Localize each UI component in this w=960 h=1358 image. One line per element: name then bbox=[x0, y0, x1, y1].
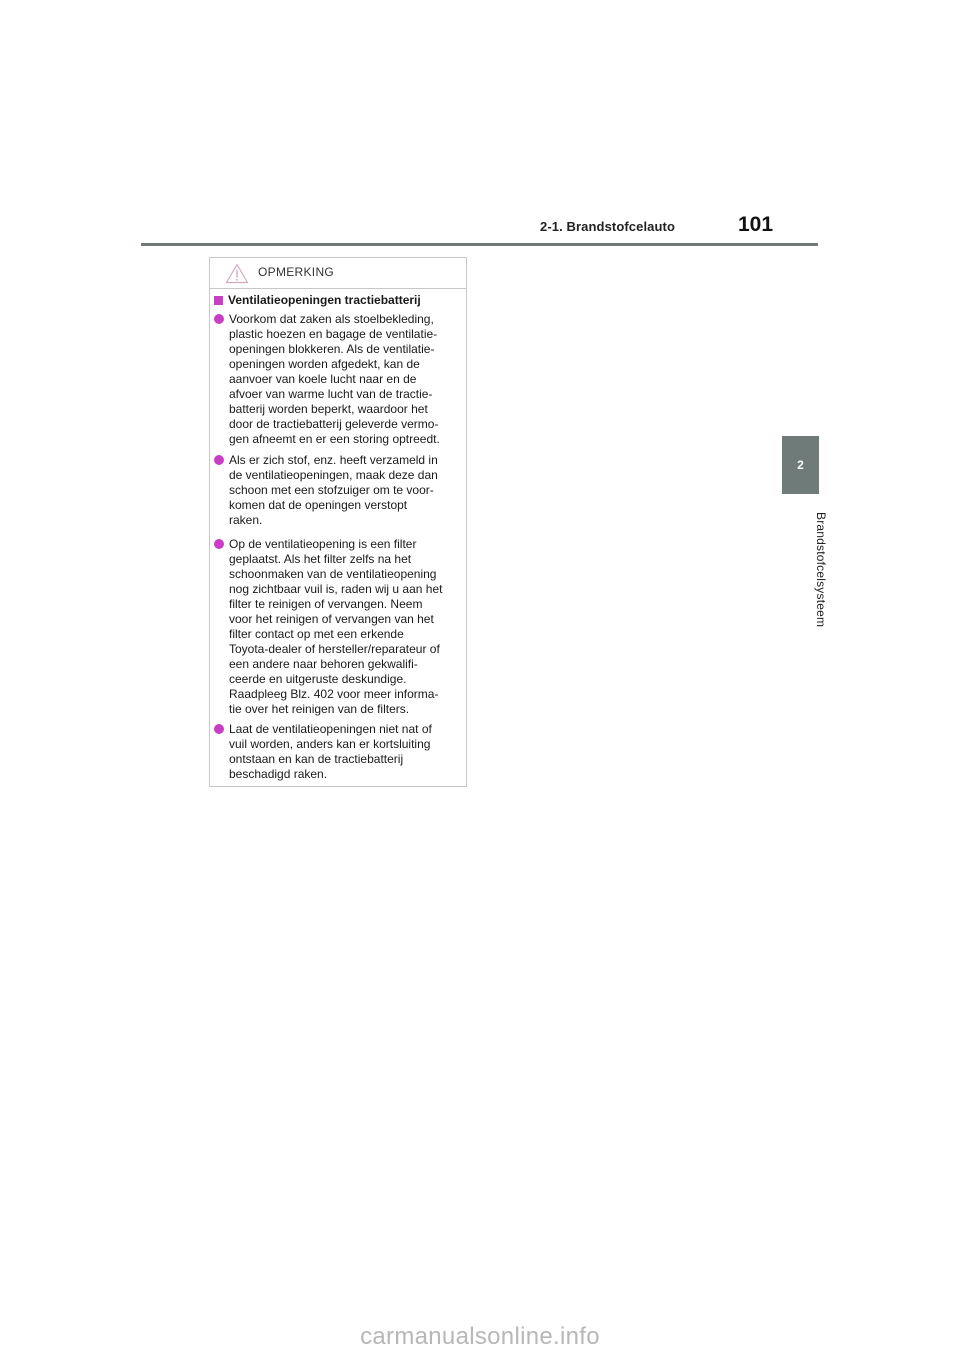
bullet-dot-icon bbox=[214, 724, 224, 734]
notice-header bbox=[210, 258, 466, 289]
warning-triangle-icon bbox=[225, 263, 249, 284]
chapter-tab: 2 bbox=[782, 436, 819, 494]
page-number: 101 bbox=[738, 213, 774, 236]
bullet-text: Op de ventilatieopening is een filter geplaatst. Als het filter zelfs na het schoonmaken van de ventilatieopening nog zichtbaar vuil is, raden wij u aan het filter te reinigen of vervangen. Neem voor het reinigen of vervangen van het filter contact op met een erkende Toyota-dealer of hersteller/reparateur of een andere naar behoren gekwalifi- ceerde en uitgeruste deskundige. Raadpleeg Blz. 402 voor meer informa- tie over het reinigen van de filters. bbox=[229, 537, 443, 716]
notice-title: OPMERKING bbox=[258, 265, 335, 279]
bullet-text: Als er zich stof, enz. heeft verzameld in de ventilatieopeningen, maak deze dan schoon met een stofzuiger om te voor- komen dat de openingen verstopt raken. bbox=[229, 453, 438, 527]
bullet-text: Voorkom dat zaken als stoelbekleding, plastic hoezen en bagage de ventilatie- openingen blokkeren. Als de ventilatie- openingen worden afgedekt, kan de aanvoer van koele lucht naar en de afvoer van warme lucht van de tractie- batterij worden beperkt, waardoor het door de tractiebatterij geleverde vermo- gen afneemt en er een storing optreedt. bbox=[229, 312, 440, 446]
bullet-item-4 bbox=[214, 722, 464, 782]
notice-subheading bbox=[214, 293, 421, 307]
notice-box bbox=[209, 257, 467, 787]
bullet-dot-icon bbox=[214, 539, 224, 549]
chapter-tab-label: Brandstofcelsysteem bbox=[814, 512, 828, 628]
bullet-dot-icon bbox=[214, 314, 224, 324]
watermark: carmanualsonline.info bbox=[360, 1323, 600, 1350]
square-bullet-icon bbox=[214, 296, 223, 305]
header-section-title: 2-1. Brandstofcelauto bbox=[540, 219, 676, 234]
header-rule bbox=[141, 243, 818, 246]
bullet-item-1 bbox=[214, 312, 464, 447]
bullet-text: Laat de ventilatieopeningen niet nat of vuil worden, anders kan er kortsluiting ontstaan en kan de tractiebatterij beschadigd raken. bbox=[229, 722, 432, 781]
bullet-item-2 bbox=[214, 453, 464, 528]
notice-subheading-text: Ventilatieopeningen tractiebatterij bbox=[228, 293, 421, 307]
bullet-item-3 bbox=[214, 537, 464, 717]
bullet-dot-icon bbox=[214, 455, 224, 465]
